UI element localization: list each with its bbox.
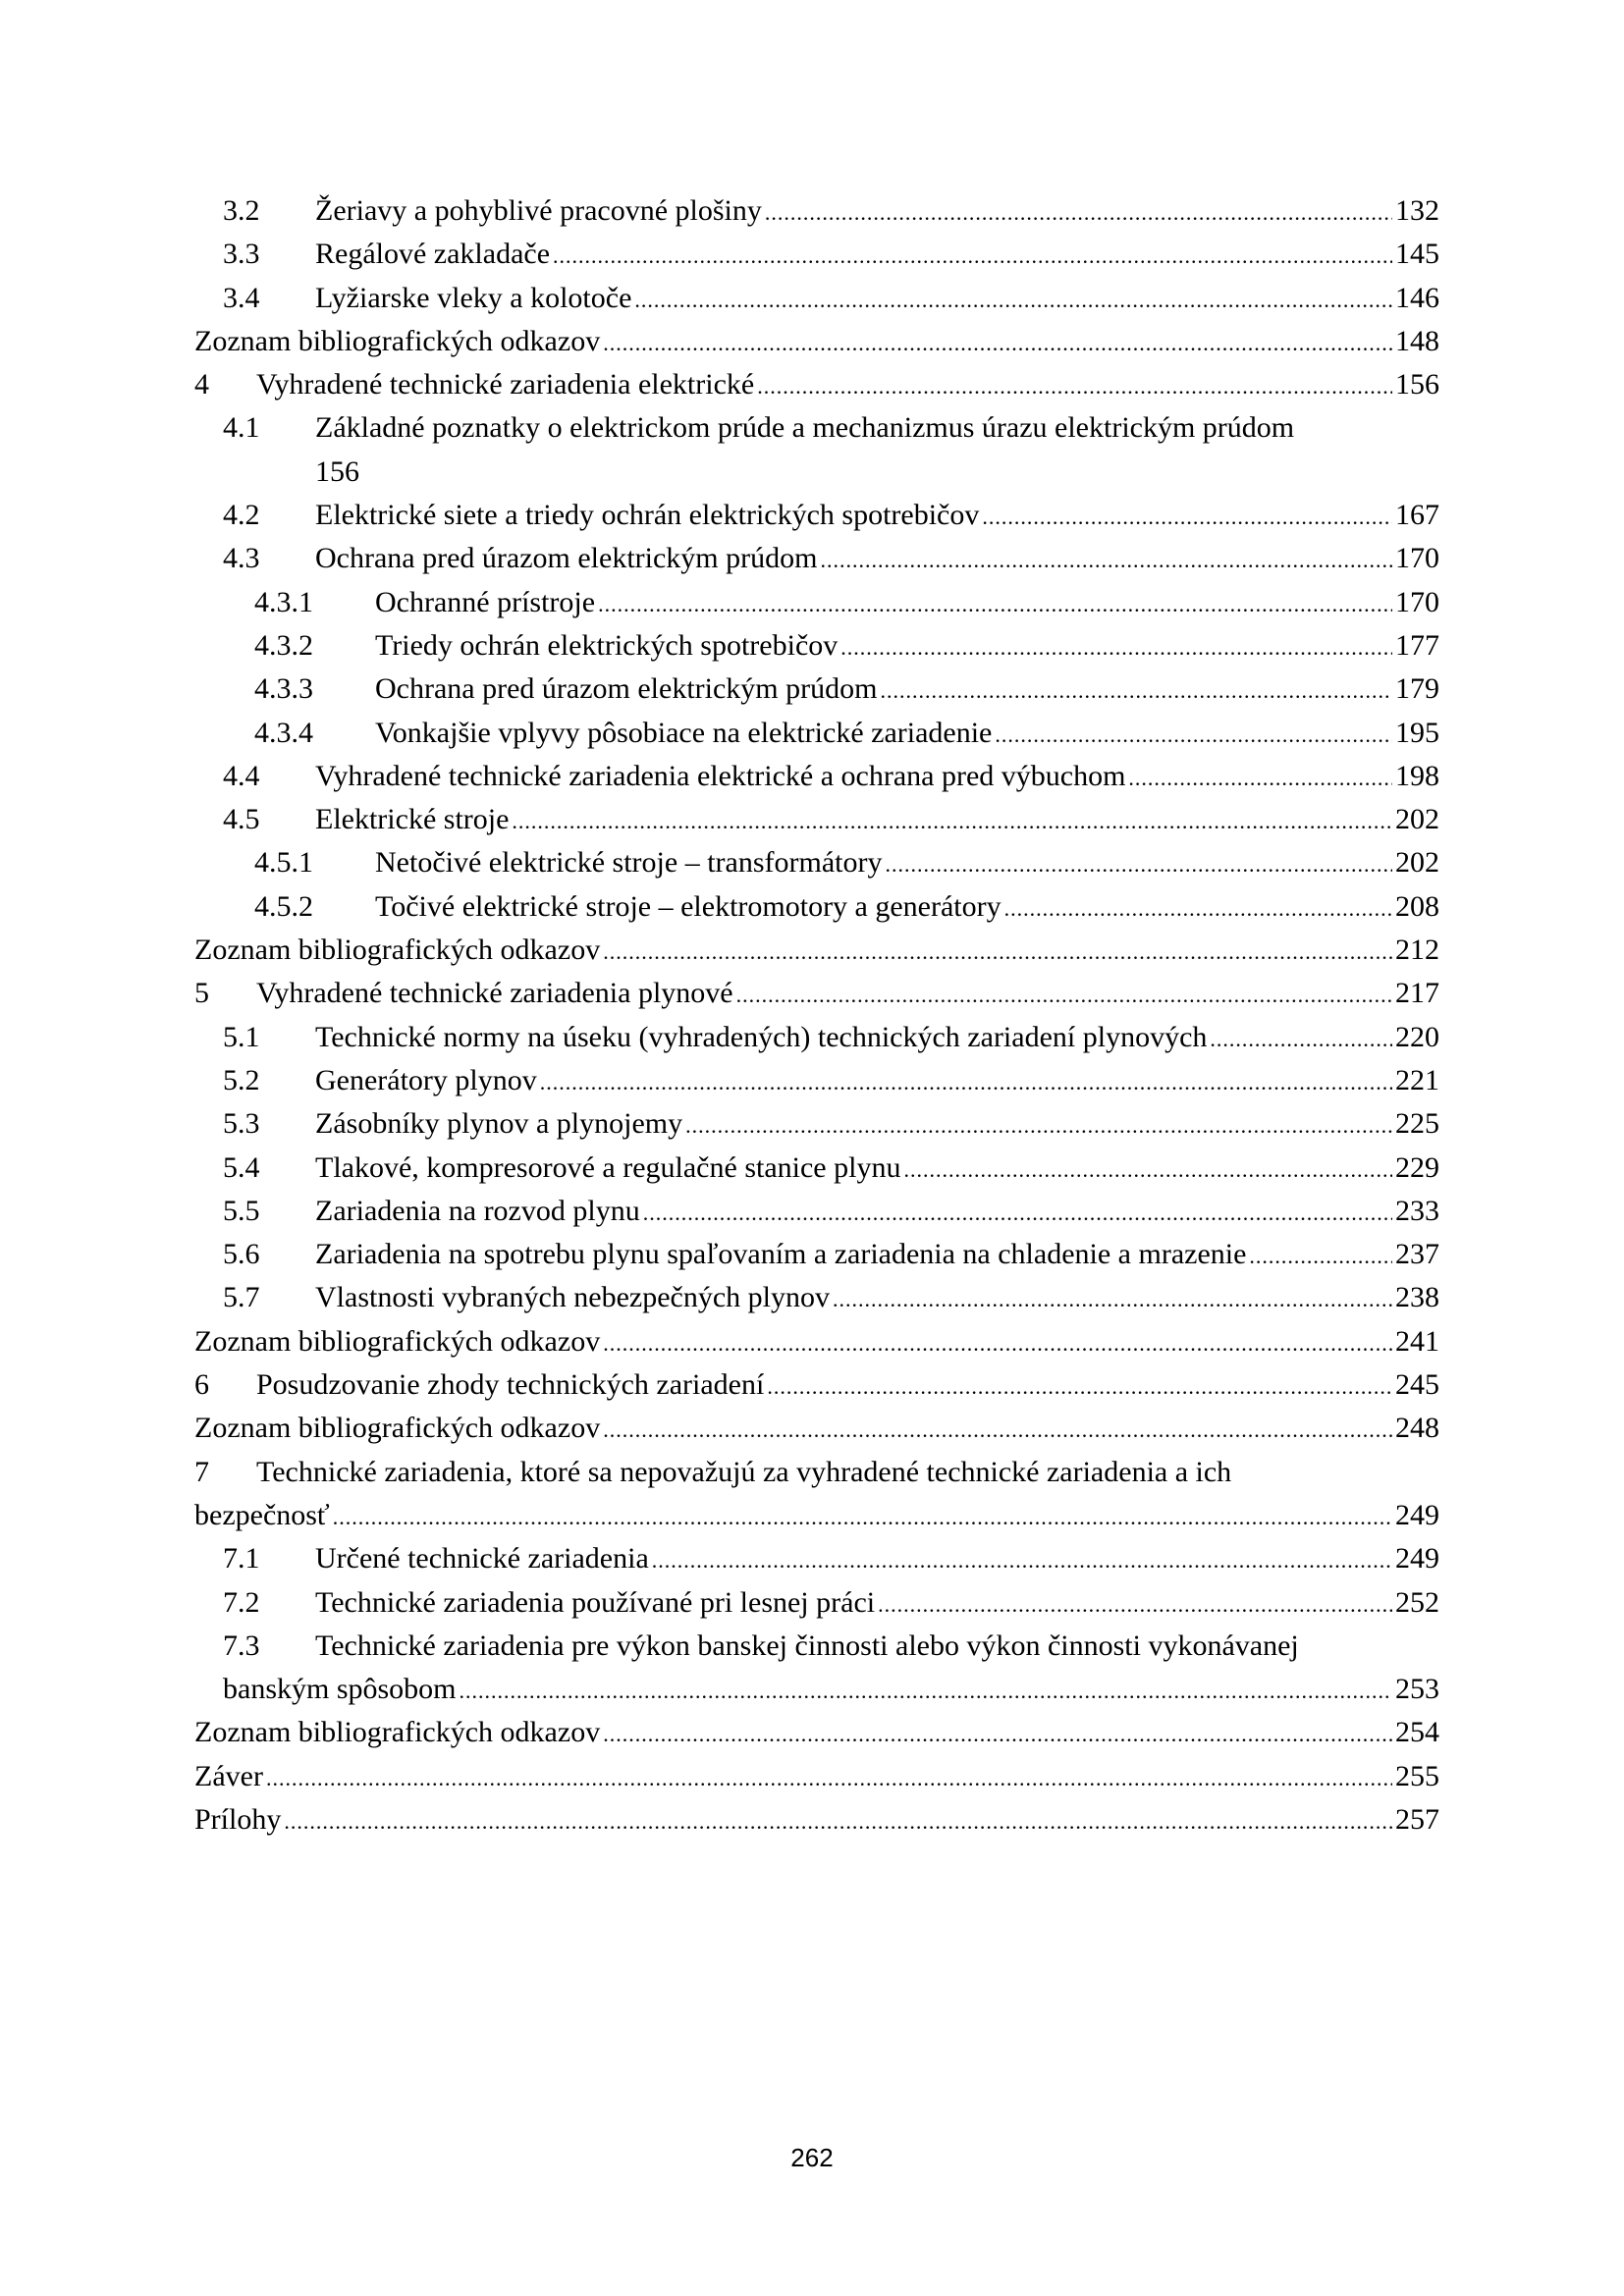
toc-entry-title: Zoznam bibliografických odkazov (194, 1324, 601, 1358)
toc-leader-dots (840, 626, 1392, 669)
toc-entry-number: 4 (194, 368, 209, 401)
toc-entry-page: 202 (1395, 846, 1439, 880)
toc-entry[interactable] (194, 1276, 1439, 1319)
toc-entry-page: 245 (1395, 1368, 1439, 1402)
toc-entry-title: Zoznam bibliografických odkazov (194, 324, 601, 357)
toc-entry[interactable] (194, 841, 1439, 884)
toc-entry[interactable] (194, 1581, 1439, 1625)
toc-entry[interactable] (194, 1451, 1439, 1538)
toc-entry-title: Technické zariadenia používané pri lesnej práci (315, 1585, 876, 1619)
toc-entry-number: 4.3.1 (254, 585, 313, 618)
toc-leader-dots (833, 1278, 1392, 1321)
toc-entry-number: 4.5.1 (254, 846, 313, 880)
toc-entry-number: 7.1 (223, 1542, 260, 1575)
toc-entry-title: Ochranné prístroje (375, 585, 596, 618)
toc-entry-page: 257 (1395, 1802, 1439, 1836)
toc-entry[interactable] (194, 1016, 1439, 1059)
toc-entry-page: 255 (1395, 1759, 1439, 1792)
toc-entry-title: Točivé elektrické stroje – elektromotory a generátory (375, 889, 1001, 923)
toc-entry-page: 238 (1395, 1281, 1439, 1314)
toc-entry[interactable] (194, 1537, 1439, 1580)
toc-entry-page: 249 (1395, 1498, 1439, 1531)
toc-leader-dots (820, 539, 1392, 582)
toc-leader-dots (540, 1061, 1392, 1104)
toc-entry[interactable] (194, 320, 1439, 363)
toc-entry-title: Technické zariadenia, ktoré sa nepovažujú za vyhradené technické zariadenia a ich (256, 1455, 1232, 1488)
toc-entry[interactable] (194, 667, 1439, 711)
toc-entry-title: Posudzovanie zhody technických zariadení (256, 1368, 765, 1402)
toc-entry-title: Vyhradené technické zariadenia plynové (256, 977, 733, 1010)
toc-entry-page: 217 (1395, 977, 1439, 1010)
toc-entry-number: 4.4 (223, 759, 260, 792)
toc-entry-page: 208 (1395, 889, 1439, 923)
toc-entry[interactable] (194, 1059, 1439, 1102)
toc-entry-title: Ochrana pred úrazom elektrickým prúdom (315, 542, 818, 575)
toc-entry-title: Ochrana pred úrazom elektrickým prúdom (375, 672, 878, 706)
toc-entry[interactable] (194, 1407, 1439, 1450)
toc-entry-number: 3.2 (223, 194, 260, 227)
toc-entry-title: Zariadenia na spotrebu plynu spaľovaním a zariadenia na chladenie a mrazenie (315, 1238, 1247, 1271)
toc-leader-dots (1128, 757, 1392, 800)
toc-entry-title: Zásobníky plynov a plynojemy (315, 1107, 683, 1141)
toc-entry[interactable] (194, 885, 1439, 929)
toc-entry-title: Základné poznatky o elektrickom prúde a mechanizmus úrazu elektrickým prúdom (315, 411, 1295, 445)
toc-leader-dots (685, 1104, 1392, 1148)
toc-entry[interactable] (194, 406, 1439, 494)
toc-entry[interactable] (194, 755, 1439, 798)
toc-entry[interactable] (194, 1320, 1439, 1363)
toc-entry[interactable] (194, 1147, 1439, 1190)
toc-entry[interactable] (194, 798, 1439, 841)
toc-entry-number: 5.3 (223, 1107, 260, 1141)
toc-entry-page: 179 (1395, 672, 1439, 706)
page-number: 262 (790, 2143, 834, 2172)
toc-entry-title: Záver (194, 1759, 263, 1792)
toc-leader-dots (603, 931, 1392, 974)
toc-entry-title: Zariadenia na rozvod plynu (315, 1194, 640, 1227)
toc-entry-number: 4.1 (223, 411, 260, 445)
toc-entry[interactable] (194, 1363, 1439, 1407)
toc-entry-number: 4.3.2 (254, 628, 313, 662)
toc-leader-dots (603, 1409, 1392, 1452)
toc-leader-dots (1210, 1018, 1392, 1061)
toc-entry-title: Regálové zakladače (315, 238, 551, 271)
toc-entry-title: Vyhradené technické zariadenia elektrické a ochrana pred výbuchom (315, 759, 1126, 792)
toc-entry-title: Zoznam bibliografických odkazov (194, 1412, 601, 1445)
toc-entry-page: 221 (1395, 1063, 1439, 1096)
toc-leader-dots (885, 843, 1392, 886)
toc-leader-dots (512, 800, 1392, 843)
toc-leader-dots (284, 1800, 1392, 1843)
toc-entry-page: 212 (1395, 934, 1439, 967)
toc-entry[interactable] (194, 233, 1439, 276)
toc-leader-dots (1249, 1235, 1392, 1278)
toc-entry-number: 4.3.3 (254, 672, 313, 706)
toc-entry-number: 5.7 (223, 1281, 260, 1314)
toc-entry-title: Zoznam bibliografických odkazov (194, 1716, 601, 1749)
toc-entry[interactable] (194, 712, 1439, 755)
toc-entry[interactable] (194, 189, 1439, 233)
toc-leader-dots (460, 1670, 1392, 1713)
toc-entry-number: 5 (194, 977, 209, 1010)
toc-entry[interactable] (194, 1190, 1439, 1233)
toc-entry-title: Žeriavy a pohyblivé pracovné plošiny (315, 194, 762, 227)
toc-entry[interactable] (194, 363, 1439, 406)
toc-entry[interactable] (194, 494, 1439, 537)
toc-entry[interactable] (194, 972, 1439, 1015)
toc-entry-title: Technické normy na úseku (vyhradených) technických zariadení plynových (315, 1020, 1208, 1053)
toc-entry[interactable] (194, 581, 1439, 624)
toc-entry-page: 170 (1395, 542, 1439, 575)
toc-entry-page: 225 (1395, 1107, 1439, 1141)
toc-entry-number: 6 (194, 1368, 209, 1402)
toc-entry-title: Elektrické siete a triedy ochrán elektrických spotrebičov (315, 499, 980, 532)
toc-leader-dots (982, 496, 1392, 539)
toc-entry-page: 195 (1395, 716, 1439, 749)
toc-entry-page: 198 (1395, 759, 1439, 792)
toc-leader-dots (880, 669, 1392, 713)
toc-entry-number: 3.3 (223, 238, 260, 271)
toc-entry-page: 132 (1395, 194, 1439, 227)
toc-entry[interactable] (194, 929, 1439, 972)
toc-entry[interactable] (194, 1711, 1439, 1754)
toc-entry-number: 5.4 (223, 1150, 260, 1184)
toc-leader-dots (767, 1365, 1392, 1409)
toc-leader-dots (643, 1192, 1392, 1235)
toc-entry-page: 241 (1395, 1324, 1439, 1358)
toc-leader-dots (603, 322, 1392, 365)
toc-entry[interactable] (194, 1798, 1439, 1842)
toc-entry-number: 7.2 (223, 1585, 260, 1619)
toc-entry-title-continuation: bezpečnosť (194, 1498, 330, 1531)
toc-entry-title: Vonkajšie vplyvy pôsobiace na elektrické zariadenie (375, 716, 993, 749)
toc-entry-number: 4.2 (223, 499, 260, 532)
toc-leader-dots (1004, 887, 1392, 931)
toc-leader-dots (333, 1496, 1392, 1539)
toc-entry-title-continuation: banským spôsobom (223, 1673, 457, 1706)
toc-entry-number: 5.5 (223, 1194, 260, 1227)
toc-entry-page: 237 (1395, 1238, 1439, 1271)
toc-entry[interactable] (194, 1233, 1439, 1276)
toc-entry-page: 233 (1395, 1194, 1439, 1227)
toc-entry-page: 177 (1395, 628, 1439, 662)
toc-entry-page: 248 (1395, 1412, 1439, 1445)
toc-entry-page: 156 (315, 454, 359, 488)
toc-entry[interactable] (194, 1625, 1439, 1712)
toc-entry-title: Generátory plynov (315, 1063, 537, 1096)
toc-entry-page: 146 (1395, 281, 1439, 314)
toc-entry-number: 7.3 (223, 1629, 260, 1662)
toc-entry-number: 4.3.4 (254, 716, 313, 749)
toc-entry-title: Lyžiarske vleky a kolotoče (315, 281, 632, 314)
toc-entry-page: 145 (1395, 238, 1439, 271)
toc-leader-dots (878, 1583, 1392, 1627)
toc-entry-title: Triedy ochrán elektrických spotrebičov (375, 628, 839, 662)
toc-leader-dots (553, 235, 1392, 278)
table-of-contents (194, 189, 1439, 1842)
toc-entry-title: Zoznam bibliografických odkazov (194, 934, 601, 967)
toc-leader-dots (995, 714, 1392, 757)
toc-entry[interactable] (194, 1755, 1439, 1798)
toc-entry-number: 5.6 (223, 1238, 260, 1271)
toc-leader-dots (757, 365, 1392, 408)
toc-entry-title: Elektrické stroje (315, 803, 510, 836)
toc-entry-number: 5.1 (223, 1020, 260, 1053)
toc-entry-page: 253 (1395, 1673, 1439, 1706)
toc-entry-page: 229 (1395, 1150, 1439, 1184)
toc-leader-dots (603, 1713, 1392, 1756)
toc-leader-dots (765, 191, 1392, 235)
toc-leader-dots (652, 1539, 1392, 1582)
toc-entry-title: Vlastnosti vybraných nebezpečných plynov (315, 1281, 831, 1314)
toc-entry-title: Určené technické zariadenia (315, 1542, 649, 1575)
toc-leader-dots (736, 974, 1392, 1017)
toc-entry-page: 202 (1395, 803, 1439, 836)
toc-entry-title: Technické zariadenia pre výkon banskej činnosti alebo výkon činnosti vykonávanej (315, 1629, 1299, 1662)
toc-entry-number: 5.2 (223, 1063, 260, 1096)
toc-entry-number: 4.5 (223, 803, 260, 836)
toc-entry-title: Vyhradené technické zariadenia elektrické (256, 368, 755, 401)
toc-leader-dots (903, 1148, 1392, 1192)
toc-entry-number: 4.5.2 (254, 889, 313, 923)
toc-entry-page: 220 (1395, 1020, 1439, 1053)
toc-entry-title: Tlakové, kompresorové a regulačné stanice plynu (315, 1150, 901, 1184)
toc-entry-page: 252 (1395, 1585, 1439, 1619)
toc-entry-page: 249 (1395, 1542, 1439, 1575)
toc-entry-page: 148 (1395, 324, 1439, 357)
toc-entry-number: 3.4 (223, 281, 260, 314)
toc-leader-dots (598, 583, 1392, 626)
toc-leader-dots (266, 1757, 1392, 1800)
toc-entry[interactable] (194, 624, 1439, 667)
toc-entry[interactable] (194, 277, 1439, 320)
toc-entry-number: 4.3 (223, 542, 260, 575)
toc-entry-page: 167 (1395, 499, 1439, 532)
toc-leader-dots (603, 1322, 1392, 1365)
toc-entry[interactable] (194, 537, 1439, 580)
toc-entry-title: Netočivé elektrické stroje – transformátory (375, 846, 883, 880)
toc-entry-page: 170 (1395, 585, 1439, 618)
toc-leader-dots (634, 279, 1392, 322)
toc-entry-page: 156 (1395, 368, 1439, 401)
toc-entry-number: 7 (194, 1455, 209, 1488)
toc-entry[interactable] (194, 1102, 1439, 1146)
toc-entry-page: 254 (1395, 1716, 1439, 1749)
toc-entry-title: Prílohy (194, 1802, 282, 1836)
